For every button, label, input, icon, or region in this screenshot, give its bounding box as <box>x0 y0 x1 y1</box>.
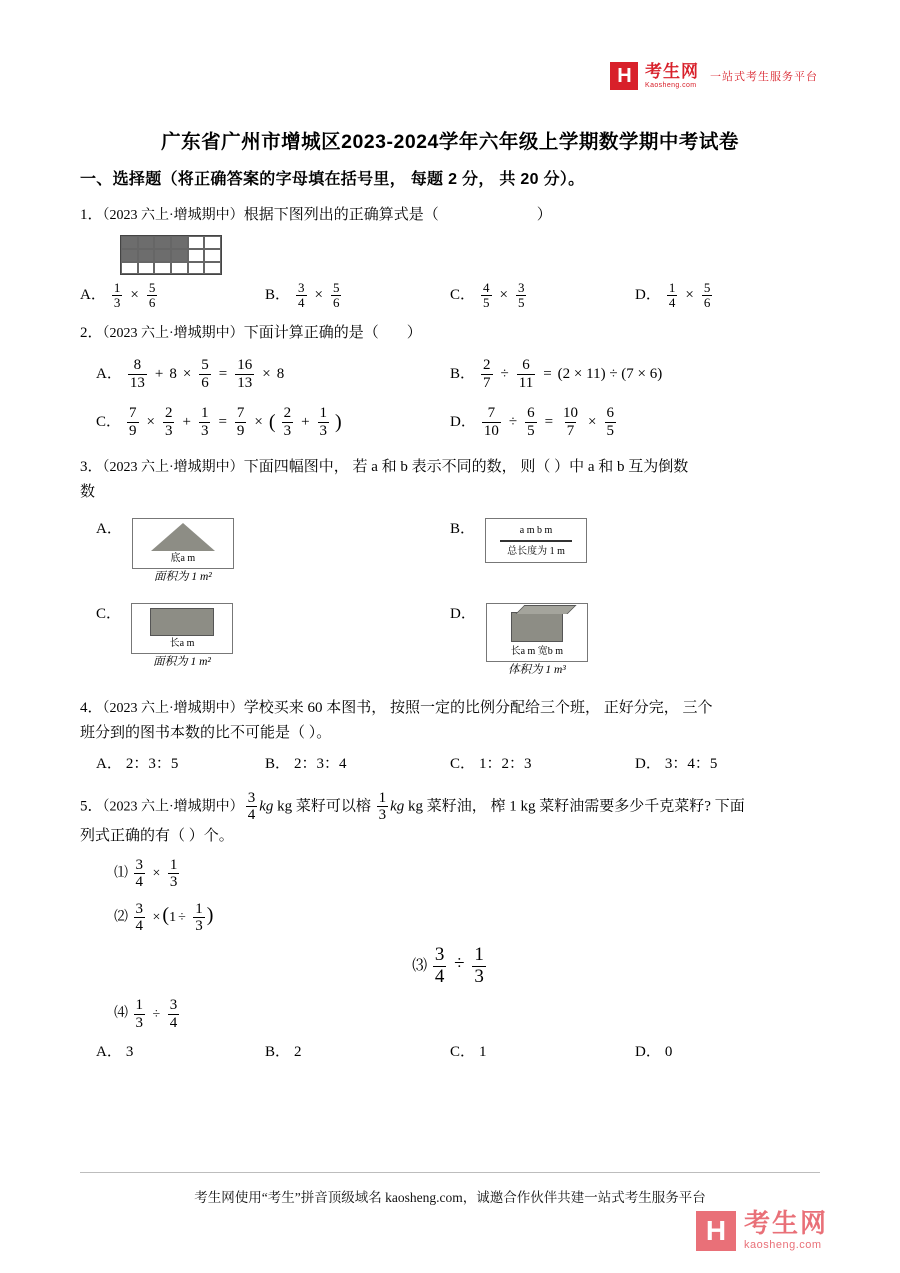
question-5-text-mid2: kg 菜籽油， 榨 1 kg 菜籽油需要多少千克菜籽? 下面 <box>408 798 745 815</box>
question-1-text: 根据下图列出的正确算式是（ <box>243 206 439 223</box>
figure-triangle-base-label: 底a m <box>170 552 196 564</box>
figure-rectangle-caption: 面积为 1 m² <box>153 656 211 669</box>
choice-1-a-den2: 6 <box>148 295 156 311</box>
choice-4-c[interactable] <box>450 753 635 776</box>
choice-4-b-value: 2：3：4 <box>294 755 347 772</box>
choice-1-b-num1: 3 <box>298 280 305 296</box>
choice-1-d-den2: 6 <box>703 295 711 311</box>
choice-5-a[interactable] <box>80 1041 265 1064</box>
choice-4-c-value: 1：2：3 <box>479 755 532 772</box>
choice-1-d-num2: 5 <box>703 280 711 296</box>
question-3-figures-row1 <box>80 518 820 587</box>
figure-segment <box>485 518 587 563</box>
choice-2-b[interactable]: B． $\frac{2}{7}$ ÷ $\frac{6}{11}$ = (2 × 11) ÷ (7 × 6) <box>450 357 663 391</box>
question-5-item-2-mark: ⑵ <box>114 909 128 925</box>
figure-triangle <box>132 518 234 570</box>
watermark-logo-icon: H <box>696 1211 736 1251</box>
question-3 <box>80 455 820 680</box>
choice-1-b[interactable] <box>265 281 450 311</box>
question-1-choices <box>80 281 820 311</box>
choice-1-c-den2: 5 <box>517 295 525 311</box>
choice-1-a[interactable] <box>80 281 265 311</box>
question-5-items <box>114 857 820 935</box>
question-1 <box>80 203 820 311</box>
choice-1-c[interactable] <box>450 281 635 311</box>
choice-2-a[interactable]: A． $\frac{8}{13}$ + 8 × $\frac{5}{6}$ = $\frac{16}{13}$ × 8 <box>96 357 285 391</box>
question-5-text2: 列式正确的有（ ）个。 <box>80 827 234 844</box>
choice-1-a-den1: 3 <box>113 295 121 311</box>
page-title: 广东省广州市增城区2023-2024学年六年级上学期数学期中考试卷 <box>161 131 739 153</box>
choice-1-c-num1: 4 <box>483 280 490 296</box>
figure-segment-base-label: 总长度为 1 m <box>507 546 565 558</box>
question-5-item-1: ⑴ $\frac{3}{4}$ × $\frac{1}{3}$ <box>114 856 178 891</box>
choice-1-a-op: × <box>130 287 139 304</box>
question-2-tail: ） <box>406 324 422 341</box>
figure-rectangle <box>131 603 233 655</box>
choice-2-b-label: B． <box>450 365 476 382</box>
brand-header <box>610 62 818 90</box>
question-5-item-1-mark: ⑴ <box>114 866 128 882</box>
question-1-number: 1． <box>80 206 103 223</box>
choice-2-c-label: C． <box>96 413 122 430</box>
question-1-tail: ） <box>536 206 552 223</box>
choice-1-a-num1: 1 <box>113 280 121 296</box>
figure-triangle-caption: 面积为 1 m² <box>153 571 212 584</box>
choice-3-a-label[interactable]: A． <box>96 520 122 537</box>
choice-1-b-op: × <box>314 287 323 304</box>
choice-5-d-label: D． <box>635 1044 661 1061</box>
choice-5-c-value: 1 <box>479 1044 487 1061</box>
choice-1-d-den1: 4 <box>668 295 676 311</box>
question-5-item-3: ⑶ $\frac{3}{4}$ ÷ $\frac{1}{3}$ <box>412 943 484 987</box>
choice-2-c[interactable]: C． $\frac{7}{9}$ × $\frac{2}{3}$ + $\frac{1}{3}$ = $\frac{7}{9}$ × ( $\frac{2}{3}$ + $\frac{1}{3}$ ) <box>96 405 342 439</box>
watermark-name-cn: 考生网 <box>743 1208 828 1238</box>
question-3-figures-row2 <box>80 603 820 680</box>
question-5-item-4-wrap <box>114 997 820 1031</box>
choice-4-d-value: 3：4：5 <box>664 755 718 772</box>
question-4-number: 4． <box>80 700 103 717</box>
question-3-tag: （2023 六上·增城期中） <box>102 460 244 476</box>
choice-5-d-value: 0 <box>664 1044 673 1061</box>
choice-4-c-label: C． <box>450 755 476 772</box>
question-2-choices-row2 <box>80 405 820 439</box>
figure-grid-3x6 <box>120 235 222 275</box>
choice-4-b[interactable] <box>265 753 450 776</box>
choice-1-c-den1: 5 <box>483 295 490 311</box>
choice-5-d[interactable] <box>635 1041 820 1064</box>
choice-1-d-num1: 1 <box>668 280 676 296</box>
question-4-text2: 班分到的图书本数的比不可能是（ ）。 <box>80 724 332 741</box>
question-4 <box>80 696 820 776</box>
choice-5-a-label: A． <box>96 1044 122 1061</box>
question-4-choices <box>80 753 820 776</box>
question-5-item-4: ⑷ $\frac{1}{3}$ ÷ $\frac{3}{4}$ <box>114 997 178 1031</box>
question-5-text-mid: kg 菜籽可以榕 <box>277 798 371 815</box>
question-4-text: 学校买来 60 本图书， 按照一定的比例分配给三个班， 正好分完， 三个 <box>243 700 713 717</box>
choice-5-b-value: 2 <box>294 1044 302 1061</box>
figure-cuboid-caption: 体积为 1 m³ <box>507 664 566 677</box>
choice-1-b-den1: 4 <box>298 295 305 311</box>
choice-1-b-label: B． <box>265 287 291 304</box>
choice-2-a-label: A． <box>96 365 122 382</box>
choice-5-a-value: 3 <box>125 1044 134 1061</box>
choice-3-d-label[interactable]: D． <box>450 605 476 622</box>
question-2 <box>80 321 820 439</box>
brand-logo-text <box>645 63 699 89</box>
choice-1-a-label: A． <box>80 287 106 304</box>
footer-watermark <box>696 1210 828 1251</box>
question-3-text: 下面四幅图中， 若 a 和 b 表示不同的数， 则（ ）中 a 和 b 互为倒数 <box>243 459 689 476</box>
question-5-item-4-mark: ⑷ <box>114 1006 128 1022</box>
question-5: 5．（2023 六上·增城期中） $\frac{3}{4}$ kg kg 菜籽可以榕 $\frac{1}{3}$ kg kg 菜籽油， 榨 1 kg 菜籽油需要多少千克菜籽? 下面 列式正确的有（ ）个。 ⑴ $\frac{3}{4}$ × $\frac{1}{3}$ ⑵ $\frac{3}{4}$ × (1 ÷ $\frac{1}{3}$ ) ⑶ $\frac{3}{4}$ ÷ $\frac{1}{3}$ ⑷ $\frac{1}{3}$ ÷ $\frac{3}{4}$ A． 3 B． 2 C． 1 D． 0 <box>80 790 820 1065</box>
choice-4-a-value: 2：3：5 <box>125 755 179 772</box>
choice-5-c-label: C． <box>450 1044 476 1061</box>
choice-3-c-label[interactable]: C． <box>96 605 122 622</box>
choice-2-d-label: D． <box>450 413 476 430</box>
figure-cuboid <box>486 603 588 663</box>
figure-cuboid-base-label: 长a m 宽b m <box>510 645 564 657</box>
choice-4-a[interactable] <box>80 753 265 776</box>
question-2-number: 2． <box>80 324 103 341</box>
question-1-tag: （2023 六上·增城期中） <box>102 207 244 223</box>
question-3-number: 3． <box>80 459 103 476</box>
question-5-number: 5． <box>80 798 103 815</box>
document-body <box>80 168 820 1069</box>
question-2-tag: （2023 六上·增城期中） <box>102 325 244 341</box>
section-heading: 一、选择题（将正确答案的字母填在括号里， 每题 2 分， 共 20 分）。 <box>80 171 585 188</box>
choice-5-c[interactable] <box>450 1041 635 1064</box>
choice-1-c-num2: 3 <box>517 280 525 296</box>
choice-4-d-label: D． <box>635 755 661 772</box>
choice-4-a-label: A． <box>96 755 122 772</box>
footer-divider <box>80 1172 820 1173</box>
choice-5-b-label: B． <box>265 1044 291 1061</box>
choice-1-a-num2: 5 <box>148 280 156 296</box>
choice-1-c-op: × <box>499 287 508 304</box>
choice-5-b[interactable] <box>265 1041 450 1064</box>
figure-rectangle-base-label: 长a m <box>169 637 195 649</box>
question-3-text2: 数 <box>80 483 96 500</box>
choice-1-d-op: × <box>685 287 694 304</box>
choice-1-d-label: D． <box>635 287 661 304</box>
brand-name-cn: 考生网 <box>645 62 699 81</box>
question-4-tag: （2023 六上·增城期中） <box>102 701 244 717</box>
question-2-text: 下面计算正确的是（ <box>243 324 379 341</box>
question-5-item-2: ⑵ $\frac{3}{4}$ × (1 ÷ $\frac{1}{3}$ ) <box>114 900 214 935</box>
question-5-tag: （2023 六上·增城期中） <box>102 799 244 815</box>
question-5-item-3-mark: ⑶ <box>412 957 428 974</box>
choice-1-b-num2: 5 <box>332 280 340 296</box>
watermark-name-en: kaosheng.com <box>743 1239 822 1251</box>
brand-name-en: Kaosheng.com <box>645 82 697 89</box>
question-5-choices <box>80 1041 820 1064</box>
choice-1-d[interactable] <box>635 281 820 311</box>
choice-3-b-label[interactable]: B． <box>450 520 476 537</box>
choice-1-b-den2: 6 <box>332 295 340 311</box>
choice-4-b-label: B． <box>265 755 291 772</box>
brand-slogan: 一站式考生服务平台 <box>710 71 818 83</box>
brand-logo-icon: H <box>610 62 638 90</box>
choice-1-c-label: C． <box>450 287 476 304</box>
footer-note: 考生网使用“考生”拼音顶级域名 kaosheng.com，诚邀合作伙伴共建一站式考生服务平台 <box>194 1190 706 1205</box>
choice-2-d[interactable]: D． $\frac{7}{10}$ ÷ $\frac{6}{5}$ = $\frac{10}{7}$ × $\frac{6}{5}$ <box>450 405 615 439</box>
choice-4-d[interactable] <box>635 753 820 776</box>
figure-segment-inner-label: a m b m <box>519 524 553 536</box>
question-2-choices-row1 <box>80 357 820 391</box>
